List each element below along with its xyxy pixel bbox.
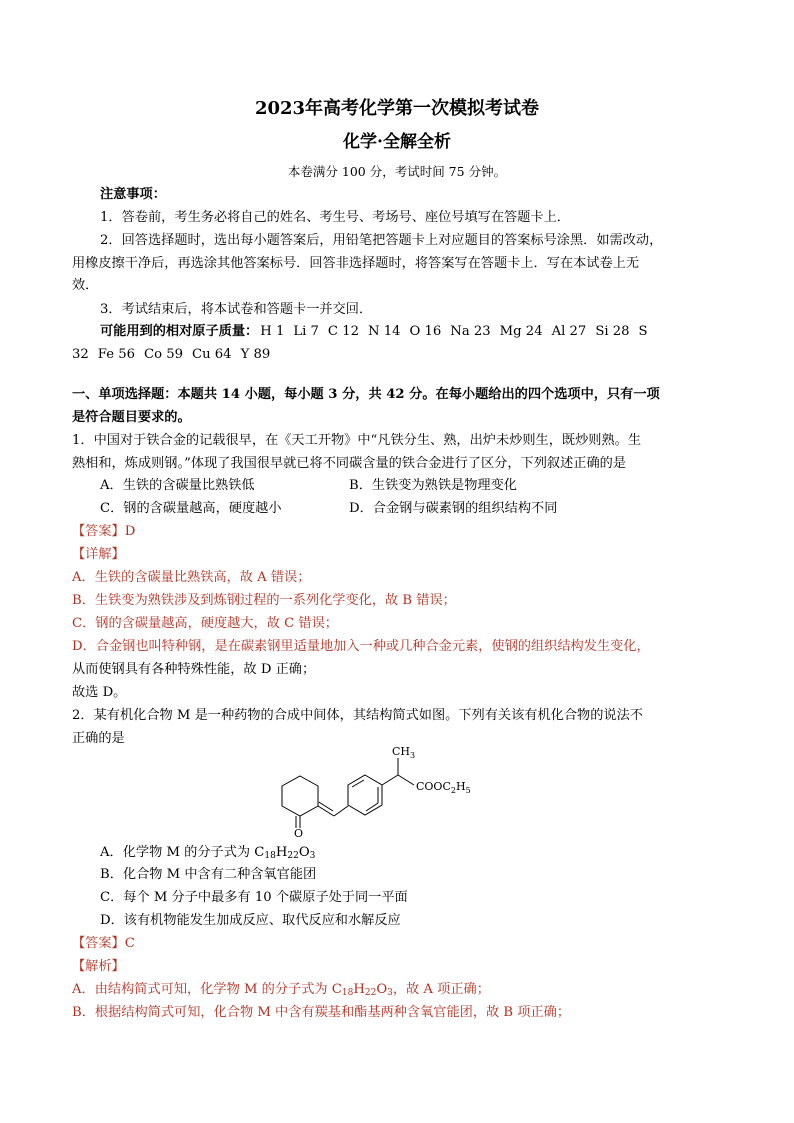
q1-explanation-b: B．生铁变为熟铁涉及到炼钢过程的一系列化学变化，故 B 错误； — [72, 593, 456, 608]
q2-option-b: B．化合物 M 中含有二种含氧官能团 — [100, 867, 317, 882]
q2-analysis-heading: 【解析】 — [72, 959, 125, 974]
methyl-label: $CH_3$ — [392, 745, 416, 760]
oxygen-label: O — [294, 827, 304, 840]
q1-explanation-a: A．生铁的含碳量比熟铁高，故 A 错误； — [72, 570, 311, 585]
notice-heading: 注意事项： — [100, 187, 166, 202]
q2-explanation-a: A．由结构简式可知，化学物 M 的分子式为 $C_{18}H_{22}O_3$，故 A 项正确； — [72, 982, 490, 998]
q2-option-d: D．该有机物能发生加成反应、取代反应和水解反应 — [100, 913, 401, 928]
notice-item-3: 3．考试结束后，将本试卷和答题卡一并交回． — [100, 302, 373, 317]
structure-formula-diagram — [260, 740, 500, 840]
section-heading-line-2: 是符合题目要求的。 — [72, 410, 191, 425]
ester-bond — [398, 775, 414, 785]
q1-explanation-d-line-2: 从而使钢具有各种特殊性能，故 D 正确； — [72, 662, 316, 677]
q1-conclusion: 故选 D。 — [72, 685, 127, 700]
q1-detail-heading: 【详解】 — [72, 547, 125, 562]
notice-item-1: 1．答卷前，考生务必将自己的姓名、考生号、考场号、座位号填写在答题卡上． — [100, 210, 570, 225]
atomic-masses-line-2: 32 Fe 56 Co 59 Cu 64 Y 89 — [72, 347, 271, 362]
notice-item-2-line-2: 用橡皮擦干净后，再选涂其他答案标号．回答非选择题时，将答案写在答题卡上．写在本试卷上无 — [72, 256, 640, 271]
q1-stem-line-2: 熟相和，炼成则钢。”体现了我国很早就已将不同碳含量的铁合金进行了区分，下列叙述正确的是 — [72, 456, 627, 471]
atomic-masses-line-1: 可能用到的相对原子质量： H 1 Li 7 C 12 N 14 O 16 Na 23 Mg 24 Al 27 Si 28 S — [100, 324, 648, 339]
q1-stem-line-1: 1．中国对于铁合金的记载很早，在《天工开物》中“凡铁分生、熟，出炉未炒则生，既炒则熟。生 — [72, 433, 642, 448]
exocyclic-double-bond — [318, 806, 334, 816]
q1-explanation-c: C．钢的含碳量越高，硬度越大，故 C 错误； — [72, 616, 338, 631]
cyclohexanone-ring — [282, 776, 318, 816]
q1-option-a: A．生铁的含碳量比熟铁低 — [100, 478, 255, 493]
benzene-ring — [348, 775, 382, 815]
q2-option-c: C．每个 M 分子中最多有 10 个碳原子处于同一平面 — [100, 890, 408, 905]
q2-explanation-b: B．根据结构简式可知，化合物 M 中含有羰基和酯基两种含氧官能团，故 B 项正确； — [72, 1005, 571, 1020]
atomic-masses-label: 可能用到的相对原子质量： — [100, 324, 259, 339]
notice-item-2-line-1: 2．回答选择题时，选出每小题答案后，用铅笔把答题卡上对应题目的答案标号涂黑．如需改动， — [100, 233, 663, 248]
ester-label: $COOC_2H_5$ — [416, 780, 471, 795]
q1-answer: 【答案】D — [72, 524, 136, 539]
q1-option-d: D．合金钢与碳素钢的组织结构不同 — [349, 501, 558, 516]
page-subtitle: 化学·全解全析 — [343, 132, 451, 152]
q2-answer: 【答案】C — [72, 936, 135, 951]
exam-info: 本卷满分 100 分，考试时间 75 分钟。 — [287, 164, 507, 179]
section-heading-line-1: 一、单项选择题：本题共 14 小题，每小题 3 分，共 42 分。在每小题给出的四个选项中，只有一项 — [72, 387, 660, 402]
q2-stem-line-2: 正确的是 — [72, 731, 125, 746]
q2-option-a: A．化学物 M 的分子式为 $C_{18}H_{22}O_3$ — [100, 845, 316, 861]
q1-option-c: C．钢的含碳量越高，硬度越小 — [100, 501, 282, 516]
page-title: 2023年高考化学第一次模拟考试卷 — [254, 98, 540, 119]
q1-explanation-d-line-1: D．合金钢也叫特种钢，是在碳素钢里适量地加入一种或几种合金元素，使钢的组织结构发生变化， — [72, 639, 650, 654]
q2-stem-line-1: 2．某有机化合物 M 是一种药物的合成中间体，其结构简式如图。下列有关该有机化合物的说法不 — [72, 708, 643, 723]
notice-item-2-line-3: 效． — [72, 278, 99, 293]
q1-option-b: B．生铁变为熟铁是物理变化 — [349, 478, 517, 493]
